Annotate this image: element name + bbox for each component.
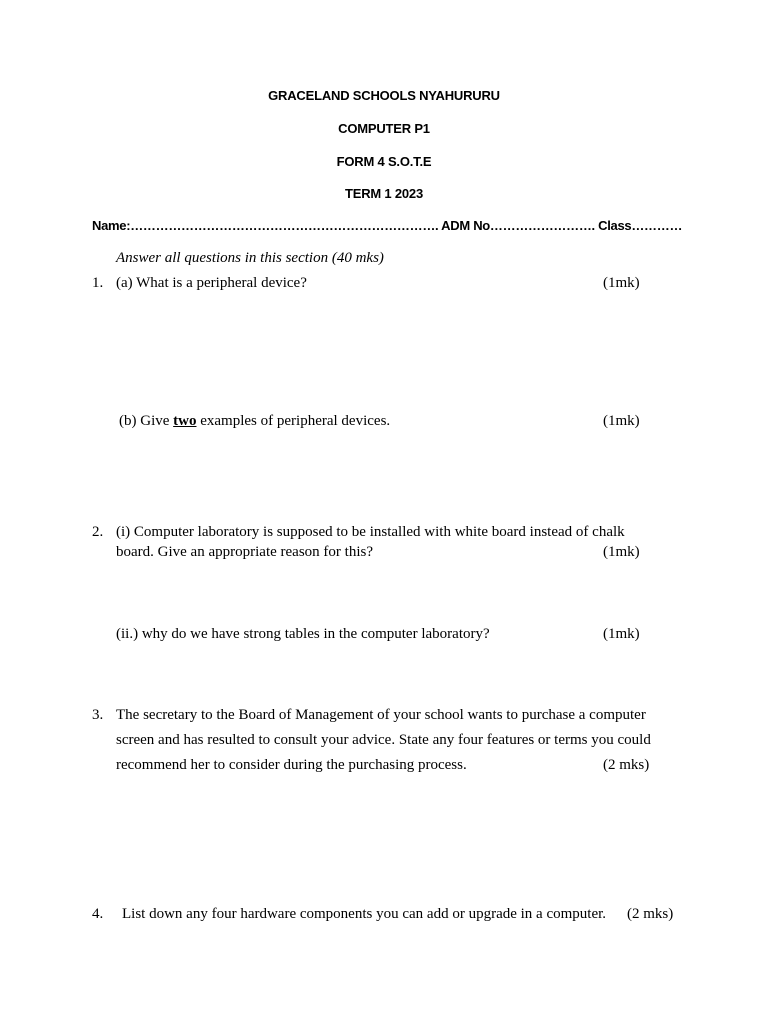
school-name: GRACELAND SCHOOLS NYAHURURU — [268, 88, 500, 103]
term-label: TERM 1 2023 — [344, 186, 423, 201]
question-number: 4. — [92, 906, 104, 922]
question-3-marks: (2 mks) — [603, 757, 650, 773]
question-number: 2. — [92, 524, 104, 540]
question-3-line2: screen and has resulted to consult your advice. State any four features or terms you could — [116, 732, 651, 748]
question-2i-marks: (1mk) — [603, 544, 640, 560]
paper-title: COMPUTER P1 — [338, 121, 430, 136]
question-1b-marks: (1mk) — [603, 413, 640, 429]
question-4-text: List down any four hardware components you can add or upgrade in a computer. — [122, 906, 607, 922]
question-1b-suffix: examples of peripheral devices. — [196, 413, 391, 429]
student-details-row: Name:………………………………………………………………. ADM No……………………. Class………… — [92, 218, 683, 233]
instructions: Answer all questions in this section (40 mks) — [116, 250, 384, 266]
question-2ii-text: (ii.) why do we have strong tables in the computer laboratory? — [116, 626, 490, 642]
question-1a-text: (a) What is a peripheral device? — [116, 275, 307, 291]
question-2ii-marks: (1mk) — [603, 626, 640, 642]
question-1b-emphasis: two — [173, 413, 197, 429]
question-1a-marks: (1mk) — [603, 275, 640, 291]
question-1b-text — [119, 413, 390, 430]
question-3-line1: The secretary to the Board of Management of your school wants to purchase a computer — [116, 707, 646, 723]
question-2i-line2: board. Give an appropriate reason for this? — [116, 544, 373, 560]
question-number: 1. — [92, 275, 104, 291]
question-2i-line1: (i) Computer laboratory is supposed to be installed with white board instead of chalk — [116, 524, 625, 540]
question-3-line3: recommend her to consider during the purchasing process. — [116, 757, 467, 773]
question-1b-prefix: (b) Give — [119, 413, 174, 429]
question-number: 3. — [92, 707, 104, 723]
question-4-marks: (2 mks) — [627, 906, 674, 922]
form-label: FORM 4 S.O.T.E — [336, 154, 432, 169]
